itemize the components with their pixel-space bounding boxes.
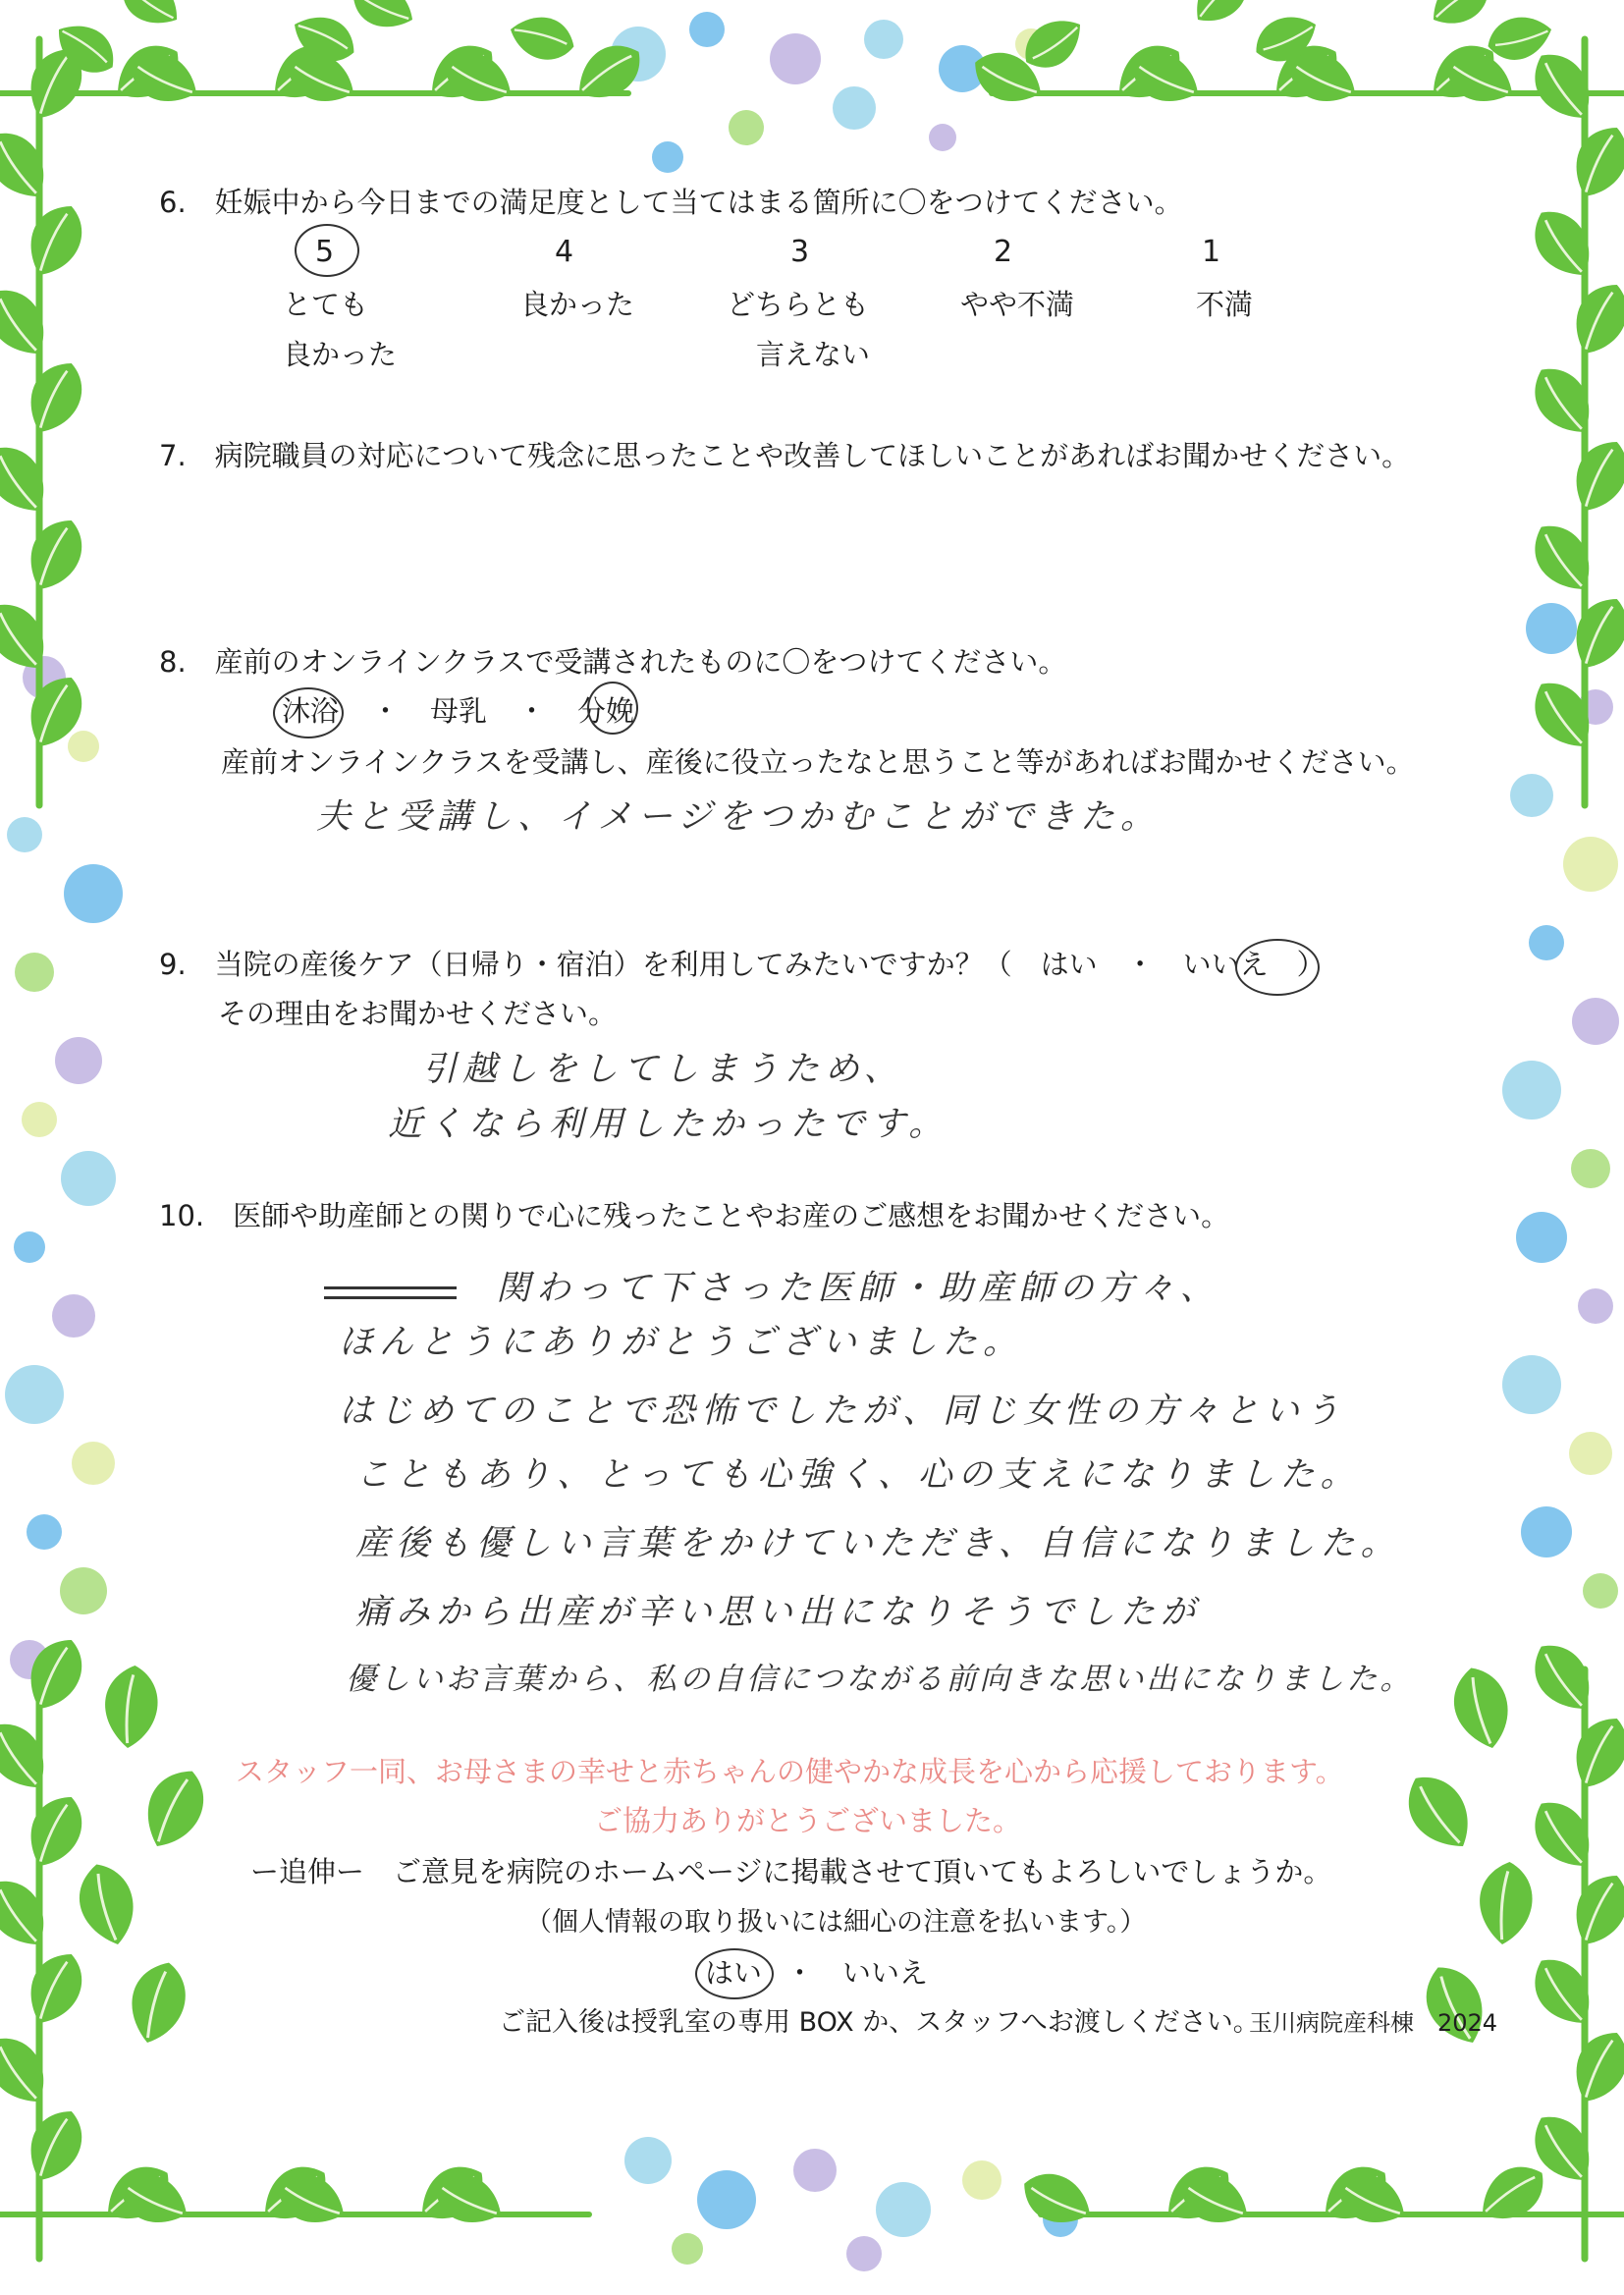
q10-handwritten-line2: ほんとうにありがとうございました。 — [339, 1323, 1024, 1362]
leaf-icon — [131, 1760, 217, 1858]
decorative-dot — [1569, 1432, 1612, 1475]
leaf-icon — [1560, 1708, 1624, 1797]
q9-no-circle — [1235, 939, 1320, 996]
q10-handwritten-line4: こともあり、とっても心強く、心の支えになりました。 — [355, 1455, 1361, 1495]
decorative-dot — [697, 2170, 756, 2229]
decorative-dot — [833, 86, 876, 130]
leaf-icon — [1395, 1764, 1482, 1862]
leaf-icon — [1182, 0, 1259, 33]
decorative-dot — [55, 1037, 102, 1084]
q6-scale-4-value: 4 — [555, 235, 574, 269]
leaf-icon — [1523, 1947, 1602, 2037]
q10-handwritten-line5: 産後も優しい言葉をかけていただき、自信になりました。 — [355, 1524, 1401, 1563]
leaf-icon — [0, 121, 57, 210]
decorative-dot — [689, 12, 725, 47]
leaf-icon — [15, 353, 94, 442]
q10-handwritten-line1: 関わって下さった医師・助産師の方々、 — [496, 1269, 1220, 1308]
leaf-icon — [505, 7, 580, 69]
decorative-dot — [15, 953, 54, 992]
decorative-dot — [1510, 774, 1553, 817]
leaf-icon — [1422, 0, 1499, 35]
decorative-dot — [1529, 925, 1564, 960]
leaf-icon — [0, 278, 57, 367]
footer-privacy-note: （個人情報の取り扱いには細心の注意を払います。） — [525, 1907, 1147, 1938]
footer-no-option: いいえ — [842, 1956, 929, 1990]
decorative-dot — [60, 1567, 107, 1614]
q6-scale-3-value: 3 — [790, 235, 810, 269]
q8-followup: 産前オンラインクラスを受講し、産後に役立ったなと思うこと等があればお聞かせください。 — [221, 745, 1415, 779]
q10-handwritten-line3: はじめてのことで恐怖でしたが、同じ女性の方々という — [339, 1392, 1346, 1431]
decorative-dot — [64, 864, 123, 923]
leaf-icon — [0, 435, 57, 524]
q6-selected-circle — [295, 224, 359, 277]
footer-postscript: ー追伸ー ご意見を病院のホームページに掲載させて頂いてもよろしいでしょうか。 — [250, 1855, 1332, 1888]
leaf-icon — [1523, 42, 1602, 132]
decorative-dot — [1526, 603, 1577, 654]
decorative-dot — [72, 1442, 115, 1485]
decorative-dot — [846, 2236, 882, 2271]
leaf-icon — [1448, 1663, 1514, 1753]
leaf-icon — [15, 510, 94, 599]
leaf-icon — [15, 2101, 94, 2190]
footer-message-line2: ご協力ありがとうございました。 — [594, 1804, 1022, 1837]
q8-handwritten-answer: 夫と受講し、イメージをつかむことができた。 — [316, 797, 1161, 837]
q8-option-delivery: 分娩 — [577, 694, 635, 728]
decorative-dot — [652, 141, 683, 173]
leaf-icon — [74, 1859, 139, 1949]
decorative-dot — [1502, 1355, 1561, 1414]
leaf-icon — [1523, 199, 1602, 289]
leaf-icon — [1523, 356, 1602, 446]
q10-handwritten-line7: 優しいお言葉から、私の自信につながる前向きな思い出になりました。 — [346, 1662, 1414, 1697]
q8-question: 8. 産前のオンラインクラスで受講されたものに〇をつけてください。 — [159, 645, 1067, 679]
q10-handwritten-line6: 痛みから出産が辛い思い出になりそうでしたが — [355, 1593, 1202, 1632]
q6-scale-5-label: とても — [283, 288, 369, 321]
leaf-icon — [15, 1943, 94, 2033]
leaf-icon — [0, 1712, 57, 1801]
q9-reason-prompt: その理由をお聞かせください。 — [218, 997, 618, 1030]
q6-scale-2-value: 2 — [994, 235, 1013, 269]
decorative-dot — [14, 1231, 45, 1263]
leaf-icon — [15, 1786, 94, 1876]
footer-instructions: ご記入後は授乳室の専用 BOX か、スタッフへお渡しください。 — [499, 2007, 1260, 2038]
decorative-dot — [624, 2137, 672, 2184]
leaf-icon — [119, 1955, 196, 2050]
decorative-dot — [52, 1294, 95, 1338]
leaf-icon — [1416, 1957, 1493, 2052]
footer-separator: ・ — [785, 1956, 815, 1990]
q6-scale-1-value: 1 — [1202, 235, 1221, 269]
leaf-icon — [1560, 431, 1624, 520]
q6-scale-4-label: 良かった — [520, 288, 635, 321]
leaf-icon — [1523, 514, 1602, 603]
q6-scale-5-value: 5 — [315, 235, 335, 269]
decorative-dot — [68, 731, 99, 762]
decorative-dot — [1572, 998, 1619, 1045]
q9-handwritten-line1: 引越しをしてしまうため、 — [422, 1050, 904, 1089]
footer-org: 玉川病院産科棟 2024 — [1249, 2009, 1498, 2037]
decorative-dot — [1563, 837, 1618, 892]
leaf-icon — [98, 1662, 164, 1752]
decorative-dot — [793, 2149, 837, 2192]
q6-question: 6. 妊娠中から今日までの満足度として当てはまる箇所に〇をつけてください。 — [159, 186, 1183, 219]
leaf-icon — [1469, 2156, 1554, 2231]
leaf-icon — [1523, 1633, 1602, 1722]
decorative-dot — [1583, 1573, 1618, 1609]
decorative-dot — [1571, 1149, 1610, 1188]
decorative-dot — [876, 2182, 931, 2237]
leaf-icon — [15, 195, 94, 285]
leaf-icon — [1560, 117, 1624, 206]
q8-separator-1: ・ — [371, 694, 401, 728]
q8-delivery-circle — [587, 682, 638, 735]
q6-scale-3-label-2: 言えない — [756, 338, 871, 371]
q9-question: 9. 当院の産後ケア（日帰り・宿泊）を利用してみたいですか？（ はい ・ いいえ ） — [159, 948, 1326, 981]
decorative-dot — [1578, 1288, 1613, 1324]
decorative-dot — [27, 1514, 62, 1550]
q6-scale-3-label: どちらとも — [727, 288, 870, 321]
decorative-dot — [1521, 1506, 1572, 1557]
q8-bathing-circle — [273, 687, 344, 738]
q9-handwritten-line2: 近くなら利用したかったです。 — [388, 1105, 949, 1144]
decorative-dot — [770, 33, 821, 84]
q6-scale-1-label: 不満 — [1196, 288, 1254, 321]
leaf-icon — [1560, 1865, 1624, 1954]
footer-yes-circle — [695, 1948, 774, 1999]
decorative-dot — [729, 110, 764, 145]
decorative-dot — [1516, 1212, 1567, 1263]
q6-scale-5-label-2: 良かった — [283, 338, 398, 371]
leaf-icon — [344, 0, 421, 40]
q8-option-breastfeeding: 母乳 — [430, 694, 488, 728]
decorative-dot — [7, 817, 42, 852]
decorative-dot — [1502, 1061, 1561, 1120]
decorative-dot — [61, 1151, 116, 1206]
leaf-icon — [1560, 274, 1624, 363]
leaf-icon — [1560, 2022, 1624, 2111]
leaf-icon — [0, 1869, 57, 1958]
q8-separator-2: ・ — [517, 694, 547, 728]
decorative-dot — [5, 1365, 64, 1424]
decorative-dot — [929, 124, 956, 151]
leaf-icon — [1473, 1858, 1539, 1948]
decorative-dot — [672, 2233, 703, 2265]
leaf-icon — [1523, 1790, 1602, 1880]
decorative-dot — [864, 20, 903, 59]
footer-yes-option: はい — [705, 1956, 763, 1990]
leaf-icon — [0, 2026, 57, 2115]
q10-question: 10. 医師や助産師との関りで心に残ったことやお産のご感想をお聞かせください。 — [159, 1199, 1230, 1232]
decorative-dot — [962, 2160, 1001, 2200]
q10-strikeout-2 — [324, 1296, 457, 1299]
q6-scale-2-label: やや不満 — [960, 288, 1075, 321]
leaf-icon — [111, 0, 188, 38]
decorative-dot — [22, 1102, 57, 1137]
q8-option-bathing: 沐浴 — [282, 694, 340, 728]
q7-question: 7. 病院職員の対応について残念に思ったことや改善してほしいことがあればお聞かせください。 — [159, 439, 1411, 472]
footer-message-line1: スタッフ一同、お母さまの幸せと赤ちゃんの健やかな成長を心から応援しております。 — [236, 1755, 1344, 1788]
q10-strikeout — [324, 1286, 457, 1289]
